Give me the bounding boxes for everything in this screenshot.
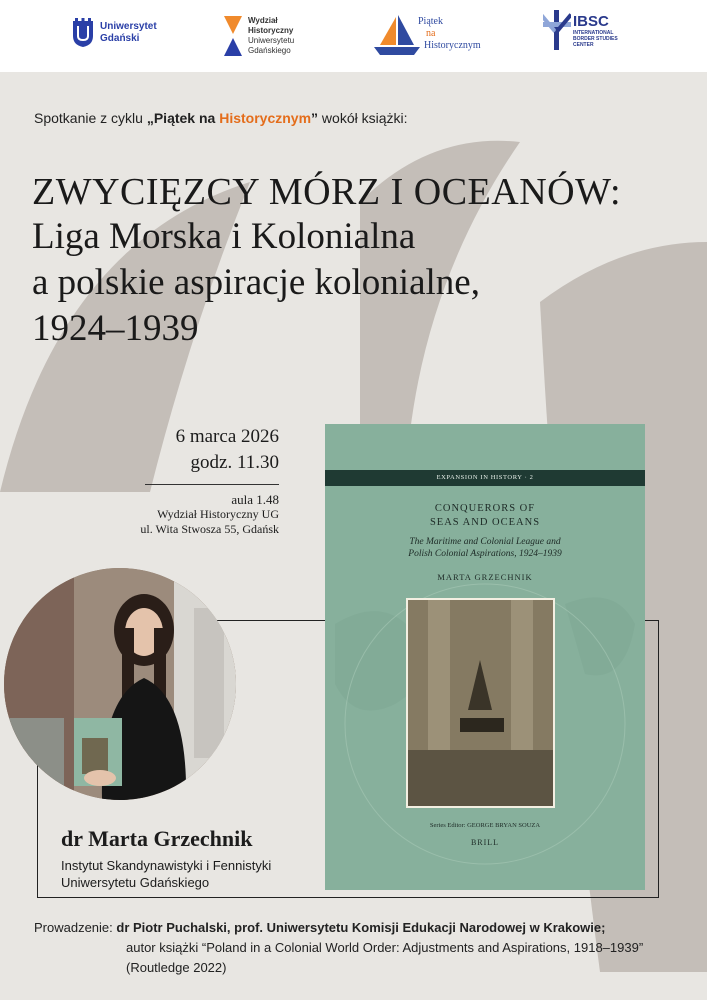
book-title-line2: SEAS AND OCEANS xyxy=(429,517,541,528)
moderator-label: Prowadzenie: xyxy=(34,920,117,935)
intro-text xyxy=(34,110,408,126)
ug-logo-line2: Gdański xyxy=(100,33,140,44)
moderator-info xyxy=(34,918,643,978)
series-name-c: ” xyxy=(311,110,319,126)
wh-logo xyxy=(224,14,294,58)
book-subtitle-line1: The Maritime and Colonial League and xyxy=(409,537,561,547)
ship-illustration xyxy=(408,600,553,806)
book-title xyxy=(325,502,645,530)
event-time: godz. 11.30 xyxy=(190,452,279,473)
divider xyxy=(145,484,279,485)
ibsc-subtitle: INTERNATIONAL BORDER STUDIES CENTER xyxy=(573,29,618,48)
wh-logo-line2: Historyczny xyxy=(248,26,294,35)
event-venue xyxy=(140,492,279,537)
book-subtitle-line2: Polish Colonial Aspirations, 1924–1939 xyxy=(408,549,562,559)
event-room: aula 1.48 xyxy=(231,492,279,507)
book-series: EXPANSION IN HISTORY · 2 xyxy=(325,470,645,486)
speaker-affiliation-line2: Uniwersytetu Gdańskiego xyxy=(61,875,210,890)
speaker-affiliation-line1: Instytut Skandynawistyki i Fennistyki xyxy=(61,858,272,873)
book-publisher: BRILL xyxy=(470,838,500,847)
intro-pre: Spotkanie z cyklu xyxy=(34,110,147,126)
ship-icon xyxy=(372,13,422,59)
pnh-logo-line1: Piątek xyxy=(418,16,443,27)
wh-triangles-icon xyxy=(224,14,242,58)
series-name-b: Historycznym xyxy=(219,110,312,126)
event-date: 6 marca 2026 xyxy=(175,426,279,447)
moderator-name: dr Piotr Puchalski, prof. Uniwersytetu Komisji Edukacji Narodowej w Krakowie; xyxy=(116,920,606,935)
title-line-3: a polskie aspiracje kolonialne, xyxy=(32,262,480,303)
title-line-4: 1924–1939 xyxy=(32,308,199,349)
event-faculty: Wydział Historyczny UG xyxy=(157,507,279,521)
book-subtitle xyxy=(325,536,645,560)
ibsc-logo xyxy=(543,10,623,50)
title-line-1: ZWYCIĘZCY MÓRZ I OCEANÓW: xyxy=(32,171,622,213)
event-address: ul. Wita Stwosza 55, Gdańsk xyxy=(140,522,279,536)
pnh-logo-line2: na xyxy=(426,28,436,39)
intro-post: wokół książki: xyxy=(318,110,408,126)
series-name-a: „Piątek na xyxy=(146,110,220,126)
moderator-book: autor książki “Poland in a Colonial World Order: Adjustments and Aspirations, 1918–1939” xyxy=(126,940,644,955)
moderator-book-publisher: (Routledge 2022) xyxy=(126,960,227,975)
book-author: MARTA GRZECHNIK xyxy=(437,572,533,582)
book-title-line1: CONQUERORS OF xyxy=(434,503,536,514)
book-cover-illustration xyxy=(406,598,555,808)
book-cover xyxy=(325,424,645,890)
title-line-2: Liga Morska i Kolonialna xyxy=(32,216,416,257)
speaker-name: dr Marta Grzechnik xyxy=(61,826,253,851)
wh-logo-line1: Wydział xyxy=(248,16,278,25)
pnh-logo xyxy=(372,12,492,60)
ug-logo-line1: Uniwersytet xyxy=(100,21,157,32)
speaker-photo xyxy=(4,568,236,800)
wh-logo-line3: Uniwersytetu xyxy=(248,36,295,45)
ibsc-name: IBSC xyxy=(573,12,609,30)
ug-shield-icon xyxy=(72,18,94,48)
speaker-portrait-image xyxy=(4,568,236,800)
ibsc-cross-icon xyxy=(543,10,571,50)
event-datetime xyxy=(176,424,279,476)
page-title xyxy=(32,170,621,352)
ug-logo xyxy=(72,18,157,48)
speaker-affiliation xyxy=(61,857,271,891)
book-series-editor: Series Editor: GEORGE BRYAN SOUZA xyxy=(429,822,541,829)
header-bar xyxy=(0,0,707,72)
wh-logo-line4: Gdańskiego xyxy=(248,46,291,55)
pnh-logo-line3: Historycznym xyxy=(424,40,481,51)
